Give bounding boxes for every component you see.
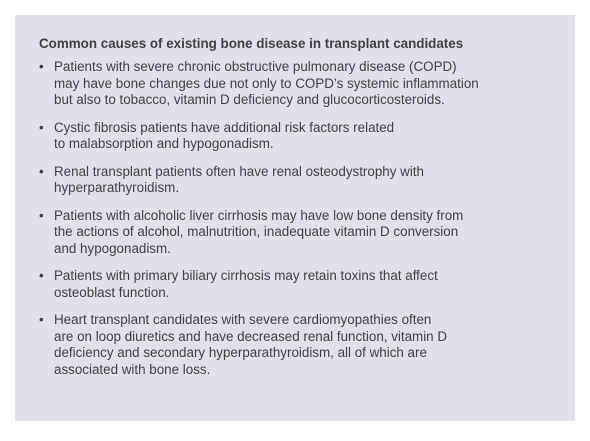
panel-title: Common causes of existing bone disease in transplant candidates (39, 36, 464, 51)
bullet-marker: • (39, 163, 44, 179)
item-line: osteoblast function. (54, 284, 170, 300)
bullet-list (39, 59, 551, 378)
list-item (39, 59, 551, 109)
bullet-marker: • (39, 268, 44, 283)
item-line: associated with bone loss. (54, 361, 211, 377)
bullet-marker: • (39, 59, 44, 74)
bullet-marker: • (39, 312, 44, 327)
item-line: to malabsorption and hypogonadism. (54, 136, 274, 151)
item-line: and hypogonadism. (54, 240, 171, 256)
list-item (39, 164, 551, 197)
item-line: Patients with primary biliary cirrhosis may retain toxins that affect (54, 268, 438, 283)
item-line: Cystic fibrosis patients have additional risk factors related (54, 119, 395, 135)
list-item (39, 120, 551, 153)
item-line: hyperparathyroidism. (54, 180, 180, 195)
item-line: the actions of alcohol, malnutrition, inadequate vitamin D conversion (54, 224, 459, 239)
list-item (39, 208, 551, 258)
item-line: Patients with alcoholic liver cirrhosis may have low bone density from (54, 207, 464, 223)
list-item (39, 268, 551, 301)
info-panel (15, 15, 575, 421)
item-line: Renal transplant patients often have renal osteodystrophy with (54, 163, 424, 179)
item-line: are on loop diuretics and have decreased renal function, vitamin D (54, 328, 448, 344)
list-item (39, 312, 551, 378)
item-line: Heart transplant candidates with severe cardiomyopathies often (54, 312, 432, 327)
item-line: may have bone changes due not only to COPD’s systemic inflammation (54, 75, 479, 91)
item-line: Patients with severe chronic obstructive pulmonary disease (COPD) (54, 59, 457, 74)
bullet-marker: • (39, 207, 44, 223)
bullet-marker: • (39, 119, 44, 135)
item-line: deficiency and secondary hyperparathyroidism, all of which are (54, 345, 427, 360)
item-line: but also to tobacco, vitamin D deficiency and glucocorticosteroids. (54, 92, 445, 107)
